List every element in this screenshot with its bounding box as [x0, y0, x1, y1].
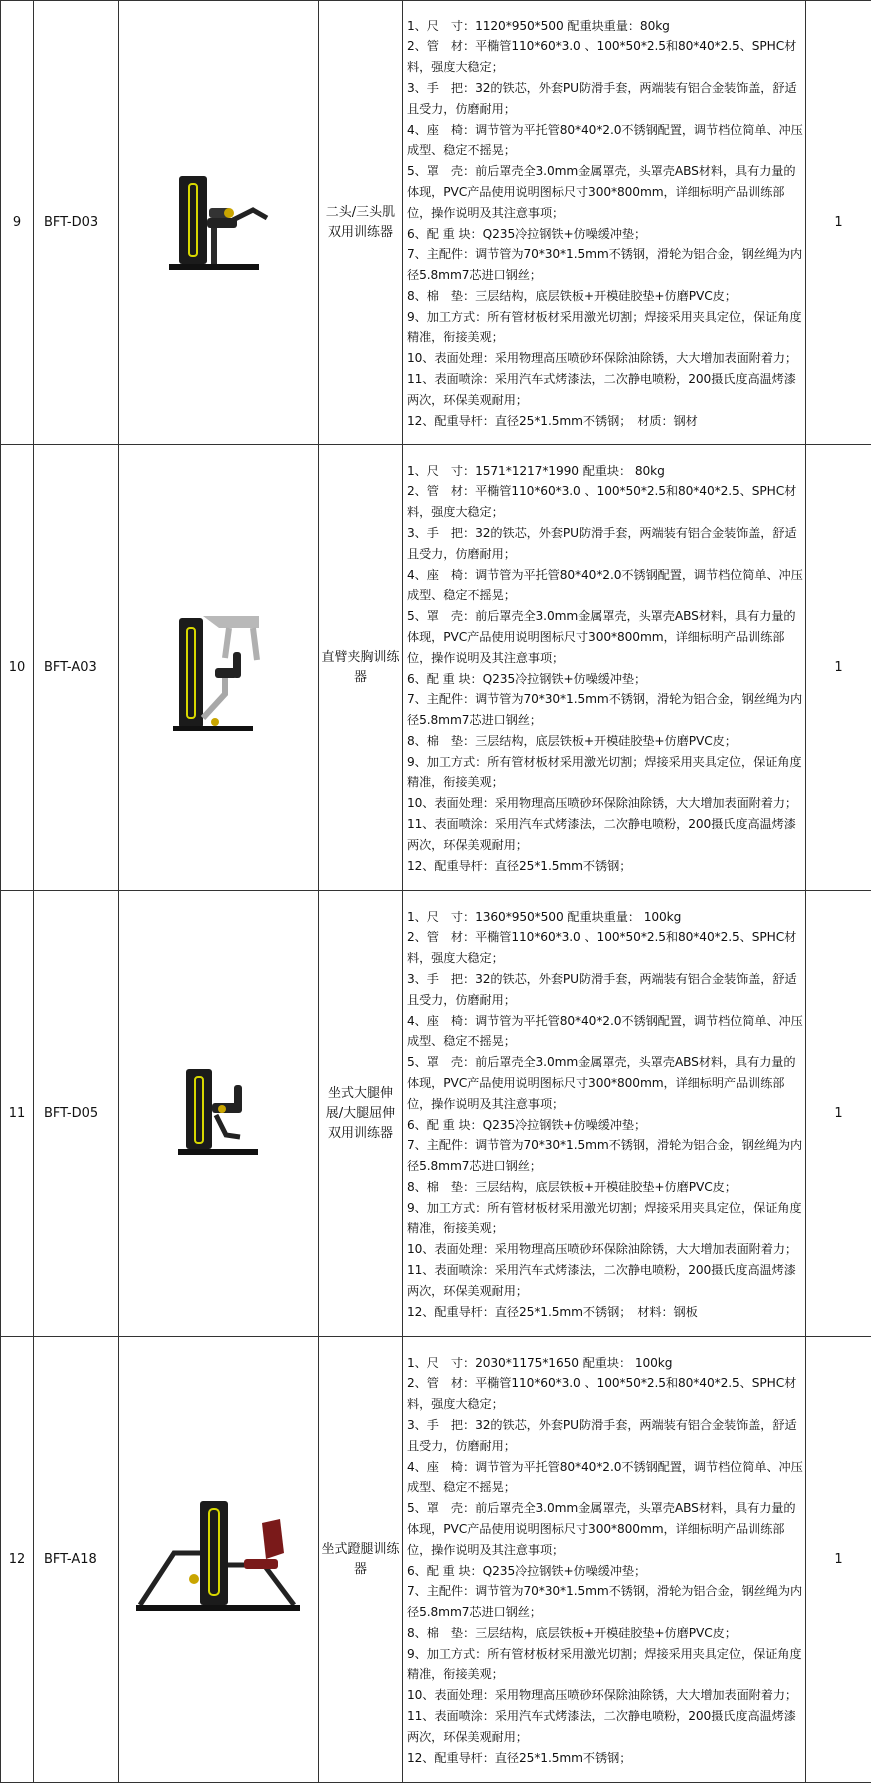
- spec-item: 12、配重导杆：直径25*1.5mm不锈钢； 材质：钢材: [407, 413, 698, 428]
- spec-item: 1、尺 寸：1360*950*500 配重块重量： 100kg: [407, 909, 682, 924]
- spec-item: 10、表面处理：采用物理高压喷砂环保除油除锈，大大增加表面附着力；: [407, 796, 798, 811]
- product-name-cell: [319, 445, 403, 891]
- quantity: 1: [806, 1, 871, 445]
- spec-item: 7、主配件：调节管为70*30*1.5mm不锈钢，滑轮为铝合金，钢丝绳为内径5.8mm7芯进口钢丝；: [407, 692, 803, 728]
- biceps-triceps-machine-icon: [149, 168, 289, 278]
- spec-cell: [403, 1337, 806, 1783]
- spec-item: 7、主配件：调节管为70*30*1.5mm不锈钢，滑轮为铝合金，钢丝绳为内径5.8mm7芯进口钢丝；: [407, 247, 803, 283]
- row-number: 9: [1, 1, 34, 445]
- table-row: [1, 1337, 871, 1783]
- spec-cell: [403, 891, 806, 1337]
- spec-item: 10、表面处理：采用物理高压喷砂环保除油除锈，大大增加表面附着力；: [407, 1688, 798, 1703]
- model-number: BFT-A03: [34, 445, 119, 891]
- spec-cell: [403, 1, 806, 445]
- spec-item: 5、罩 壳：前后罩壳全3.0mm金属罩壳，头罩壳ABS材料，具有力量的体现，PVC产品使用说明图标尺寸300*800mm，详细标明产品训练部位，操作说明及其注意事项；: [407, 1055, 796, 1111]
- model-number: BFT-D05: [34, 891, 119, 1337]
- spec-item: 12、配重导杆：直径25*1.5mm不锈钢；: [407, 1750, 632, 1765]
- spec-item: 8、棉 垫：三层结构，底层铁板+开模硅胶垫+仿磨PVC皮；: [407, 733, 737, 748]
- seated-leg-press-machine-icon: [134, 1495, 304, 1625]
- spec-item: 1、尺 寸：1571*1217*1990 配重块： 80kg: [407, 463, 665, 478]
- product-name: 二头/三头肌双用训练器: [325, 204, 396, 240]
- spec-item: 2、管 材：平椭管110*60*3.0 、100*50*2.5和80*40*2.5、SPHC材料，强度大稳定；: [407, 484, 797, 520]
- model-number: BFT-A18: [34, 1337, 119, 1783]
- spec-item: 11、表面喷涂：采用汽车式烤漆法，二次静电喷粉，200摄氏度高温烤漆两次，环保美观耐用；: [407, 1709, 796, 1744]
- quantity: 1: [806, 1337, 871, 1783]
- product-name-cell: [319, 891, 403, 1337]
- product-name: 直臂夹胸训练器: [321, 649, 400, 685]
- spec-item: 5、罩 壳：前后罩壳全3.0mm金属罩壳，头罩壳ABS材料，具有力量的体现，PVC产品使用说明图标尺寸300*800mm，详细标明产品训练部位，操作说明及其注意事项；: [407, 609, 796, 665]
- pec-fly-machine-icon: [159, 598, 279, 738]
- row-number: 10: [1, 445, 34, 891]
- spec-cell: [403, 445, 806, 891]
- table-row: [1, 1, 871, 445]
- product-image: [119, 1337, 319, 1783]
- quantity: 1: [806, 891, 871, 1337]
- product-image: [119, 445, 319, 891]
- spec-item: 8、棉 垫：三层结构，底层铁板+开模硅胶垫+仿磨PVC皮；: [407, 1625, 737, 1640]
- spec-item: 6、配 重 块：Q235冷拉钢铁+仿噪缓冲垫；: [407, 1117, 647, 1132]
- spec-item: 2、管 材：平椭管110*60*3.0 、100*50*2.5和80*40*2.5、SPHC材料，强度大稳定；: [407, 930, 797, 966]
- spec-item: 11、表面喷涂：采用汽车式烤漆法，二次静电喷粉，200摄氏度高温烤漆两次，环保美观耐用；: [407, 1263, 796, 1298]
- spec-item: 8、棉 垫：三层结构，底层铁板+开模硅胶垫+仿磨PVC皮；: [407, 1179, 737, 1194]
- product-image: [119, 891, 319, 1337]
- spec-item: 10、表面处理：采用物理高压喷砂环保除油除锈，大大增加表面附着力；: [407, 1242, 798, 1257]
- table-row: [1, 891, 871, 1337]
- spec-item: 5、罩 壳：前后罩壳全3.0mm金属罩壳，头罩壳ABS材料，具有力量的体现，PVC产品使用说明图标尺寸300*800mm，详细标明产品训练部位，操作说明及其注意事项；: [407, 164, 796, 220]
- spec-item: 11、表面喷涂：采用汽车式烤漆法，二次静电喷粉，200摄氏度高温烤漆两次，环保美观耐用；: [407, 372, 796, 407]
- spec-item: 3、手 把：32的铁芯，外套PU防滑手套，两端装有铝合金装饰盖，舒适且受力，仿磨耐用；: [407, 1417, 797, 1453]
- spec-item: 3、手 把：32的铁芯，外套PU防滑手套，两端装有铝合金装饰盖，舒适且受力，仿磨耐用；: [407, 971, 797, 1007]
- spec-item: 10、表面处理：采用物理高压喷砂环保除油除锈，大大增加表面附着力；: [407, 351, 798, 366]
- spec-item: 6、配 重 块：Q235冷拉钢铁+仿噪缓冲垫；: [407, 1563, 647, 1578]
- spec-item: 1、尺 寸：2030*1175*1650 配重块： 100kg: [407, 1355, 673, 1370]
- product-name: 坐式大腿伸展/大腿屈伸双用训练器: [325, 1085, 396, 1141]
- spec-item: 3、手 把：32的铁芯，外套PU防滑手套，两端装有铝合金装饰盖，舒适且受力，仿磨耐用；: [407, 80, 797, 116]
- model-number: BFT-D03: [34, 1, 119, 445]
- spec-item: 12、配重导杆：直径25*1.5mm不锈钢； 材料：钢板: [407, 1304, 698, 1319]
- spec-item: 9、加工方式：所有管材板材采用激光切割；焊接采用夹具定位，保证角度精准，衔接美观；: [407, 1200, 802, 1236]
- row-number: 12: [1, 1337, 34, 1783]
- spec-item: 3、手 把：32的铁芯，外套PU防滑手套，两端装有铝合金装饰盖，舒适且受力，仿磨耐用；: [407, 525, 797, 561]
- spec-item: 4、座 椅：调节管为平托管80*40*2.0不锈钢配置，调节档位简单、冲压成型、稳定不摇晃；: [407, 1013, 803, 1049]
- spec-item: 9、加工方式：所有管材板材采用激光切割；焊接采用夹具定位，保证角度精准，衔接美观；: [407, 754, 802, 790]
- spec-item: 4、座 椅：调节管为平托管80*40*2.0不锈钢配置，调节档位简单、冲压成型、稳定不摇晃；: [407, 1459, 803, 1495]
- spec-item: 9、加工方式：所有管材板材采用激光切割；焊接采用夹具定位，保证角度精准，衔接美观；: [407, 309, 802, 345]
- spec-item: 2、管 材：平椭管110*60*3.0 、100*50*2.5和80*40*2.5、SPHC材料，强度大稳定；: [407, 1376, 797, 1412]
- table-row: [1, 445, 871, 891]
- product-image: [119, 1, 319, 445]
- product-name-cell: [319, 1, 403, 445]
- spec-item: 12、配重导杆：直径25*1.5mm不锈钢；: [407, 858, 632, 873]
- row-number: 11: [1, 891, 34, 1337]
- spec-item: 6、配 重 块：Q235冷拉钢铁+仿噪缓冲垫；: [407, 671, 647, 686]
- spec-item: 6、配 重 块：Q235冷拉钢铁+仿噪缓冲垫；: [407, 226, 647, 241]
- spec-item: 11、表面喷涂：采用汽车式烤漆法，二次静电喷粉，200摄氏度高温烤漆两次，环保美观耐用；: [407, 817, 796, 852]
- spec-item: 5、罩 壳：前后罩壳全3.0mm金属罩壳，头罩壳ABS材料，具有力量的体现，PVC产品使用说明图标尺寸300*800mm，详细标明产品训练部位，操作说明及其注意事项；: [407, 1501, 796, 1557]
- leg-extension-curl-machine-icon: [164, 1059, 274, 1169]
- spec-item: 4、座 椅：调节管为平托管80*40*2.0不锈钢配置，调节档位简单、冲压成型、稳定不摇晃；: [407, 122, 803, 158]
- spec-item: 8、棉 垫：三层结构，底层铁板+开模硅胶垫+仿磨PVC皮；: [407, 288, 737, 303]
- spec-item: 1、尺 寸：1120*950*500 配重块重量：80kg: [407, 18, 670, 33]
- spec-item: 7、主配件：调节管为70*30*1.5mm不锈钢，滑轮为铝合金，钢丝绳为内径5.8mm7芯进口钢丝；: [407, 1584, 803, 1620]
- spec-item: 4、座 椅：调节管为平托管80*40*2.0不锈钢配置，调节档位简单、冲压成型、稳定不摇晃；: [407, 567, 803, 603]
- spec-item: 9、加工方式：所有管材板材采用激光切割；焊接采用夹具定位，保证角度精准，衔接美观；: [407, 1646, 802, 1682]
- spec-item: 2、管 材：平椭管110*60*3.0 、100*50*2.5和80*40*2.5、SPHC材料，强度大稳定；: [407, 39, 797, 75]
- quantity: 1: [806, 445, 871, 891]
- product-name: 坐式蹬腿训练器: [321, 1541, 400, 1577]
- product-name-cell: [319, 1337, 403, 1783]
- spec-item: 7、主配件：调节管为70*30*1.5mm不锈钢，滑轮为铝合金，钢丝绳为内径5.8mm7芯进口钢丝；: [407, 1138, 803, 1174]
